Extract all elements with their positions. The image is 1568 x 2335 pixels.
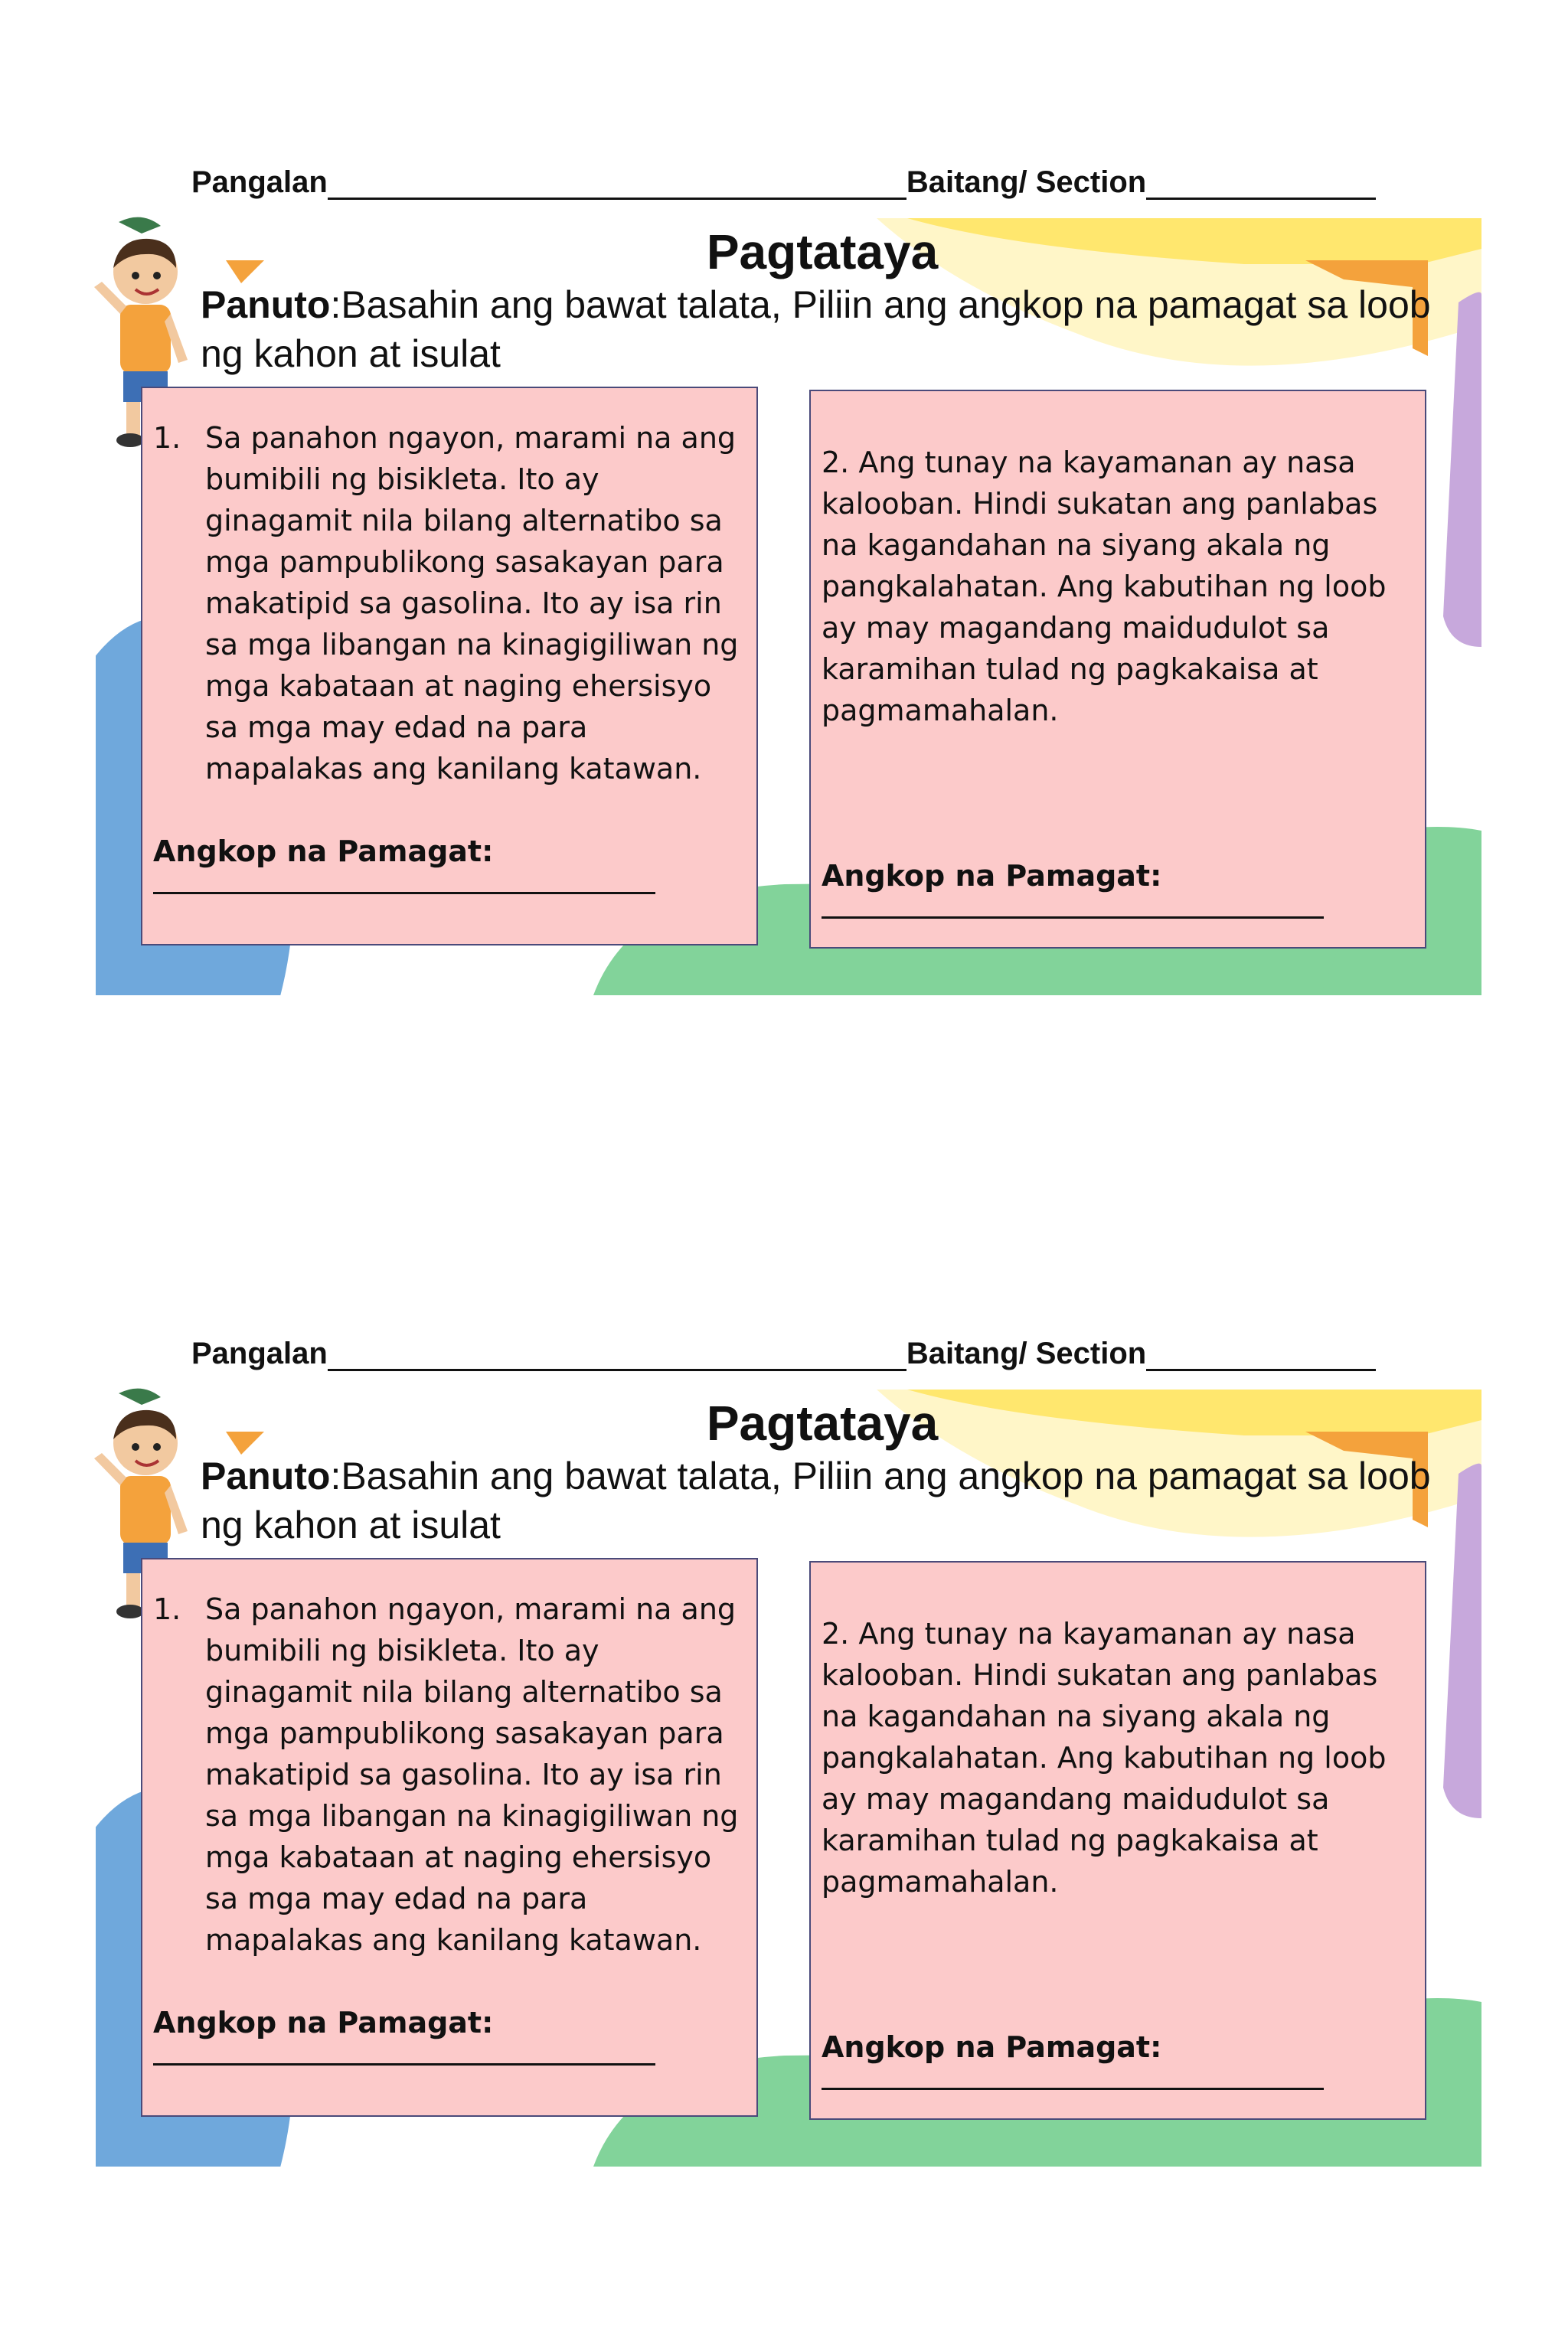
passage-number: 1. (153, 421, 181, 455)
passage-text: Sa panahon ngayon, marami na ang bumibili ng bisikleta. Ito ay ginagamit nila bilang alternatibo sa mga pampublikong sasakayan para makatipid sa gasolina. Ito ay isa rin sa mga libangan na kinagigiliwan ng mga kabataan at naging ehersisyo sa mga may edad na para mapalakas ang kanilang katawan. (205, 1592, 739, 1957)
worksheet-top (0, 153, 1568, 1164)
worksheet-title: Pagtataya (706, 1396, 939, 1451)
answer-label: Angkop na Pamagat: (822, 2030, 1162, 2064)
student-info-line (191, 165, 1386, 200)
worksheet-bottom (0, 1324, 1568, 2335)
answer-blank[interactable] (153, 872, 655, 894)
answer-blank[interactable] (822, 896, 1324, 919)
name-label: Pangalan (191, 1337, 328, 1370)
passage-text: 2. Ang tunay na kayamanan ay nasa kalooban. Hindi sukatan ang panlabas na kagandahan na siyang akala ng pangkalahatan. Ang kabutihan ng loob ay may magandang maidudulot sa karamihan tulad ng pagkakaisa at pagmamahalan. (822, 446, 1387, 727)
worksheet-title: Pagtataya (706, 224, 939, 279)
answer-label: Angkop na Pamagat: (153, 834, 494, 868)
worksheet-title-wrap (0, 1395, 1568, 1452)
passage-card-2 (809, 1561, 1426, 2120)
grade-section-label: Baitang/ Section (906, 1337, 1147, 1370)
answer-blank[interactable] (822, 2068, 1324, 2090)
passage-card-1 (141, 1558, 758, 2117)
grade-section-blank[interactable] (1146, 1343, 1376, 1371)
answer-blank[interactable] (153, 2043, 655, 2066)
name-label: Pangalan (191, 165, 328, 199)
answer-label: Angkop na Pamagat: (822, 859, 1162, 893)
instruction-text (201, 1452, 1441, 1550)
passage-number: 1. (153, 1592, 181, 1626)
instruction-body: :Basahin ang bawat talata, Piliin ang angkop na pamagat sa loob ng kahon at isulat (201, 1455, 1431, 1546)
instruction-label: Panuto (201, 283, 331, 326)
passage-1 (153, 417, 746, 789)
grade-section-label: Baitang/ Section (906, 165, 1147, 199)
instruction-text (201, 280, 1441, 378)
worksheet-title-wrap (0, 224, 1568, 280)
name-blank[interactable] (328, 1343, 906, 1371)
grade-section-blank[interactable] (1146, 171, 1376, 200)
name-blank[interactable] (328, 171, 906, 200)
passage-1 (153, 1589, 746, 1961)
passage-text: Sa panahon ngayon, marami na ang bumibili ng bisikleta. Ito ay ginagamit nila bilang alternatibo sa mga pampublikong sasakayan para makatipid sa gasolina. Ito ay isa rin sa mga libangan na kinagigiliwan ng mga kabataan at naging ehersisyo sa mga may edad na para mapalakas ang kanilang katawan. (205, 421, 739, 785)
answer-label: Angkop na Pamagat: (153, 2006, 494, 2039)
student-info-line (191, 1337, 1386, 1371)
instruction-body: :Basahin ang bawat talata, Piliin ang angkop na pamagat sa loob ng kahon at isulat (201, 283, 1431, 375)
passage-text: 2. Ang tunay na kayamanan ay nasa kalooban. Hindi sukatan ang panlabas na kagandahan na siyang akala ng pangkalahatan. Ang kabutihan ng loob ay may magandang maidudulot sa karamihan tulad ng pagkakaisa at pagmamahalan. (822, 1617, 1387, 1899)
instruction-label: Panuto (201, 1455, 331, 1497)
passage-card-2 (809, 390, 1426, 949)
passage-card-1 (141, 387, 758, 945)
